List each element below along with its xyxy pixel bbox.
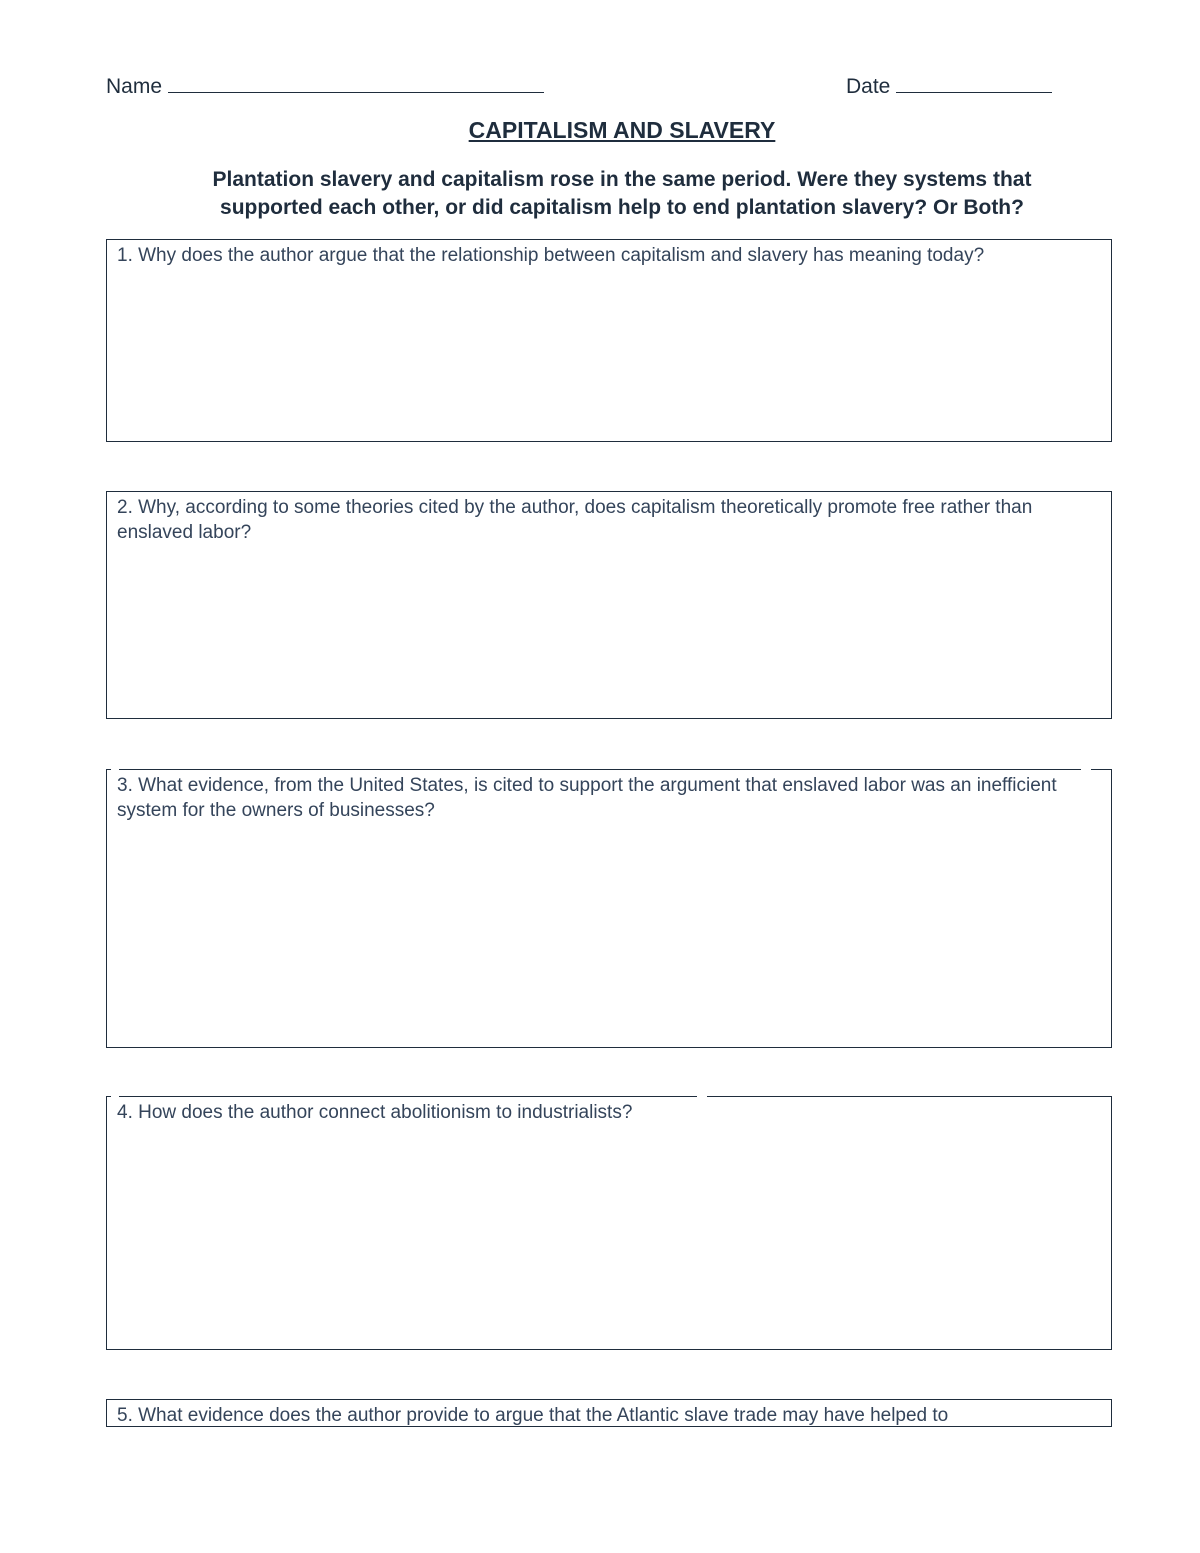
name-blank-line[interactable] [168,72,544,93]
question-box-4[interactable] [106,1096,1112,1350]
question-box-3[interactable] [106,769,1112,1048]
worksheet-title: CAPITALISM AND SLAVERY [468,117,776,143]
subtitle-line-2: supported each other, or did capitalism help to end plantation slavery? Or Both? [220,196,1024,219]
border-gap [1081,768,1091,771]
date-label: Date [846,75,891,98]
question-text-5: 5. What evidence does the author provide to argue that the Atlantic slave trade may have helped to [117,1405,949,1426]
worksheet-subtitle [150,166,1094,222]
question-text-2: 2. Why, according to some theories cited by the author, does capitalism theoretically promote free rather than enslaved labor? [117,497,1033,543]
border-gap [111,768,119,771]
name-field [106,72,544,99]
question-text-3: 3. What evidence, from the United States, is cited to support the argument that enslaved labor was an inefficient system for the owners of businesses? [117,775,1057,821]
date-field [846,72,1052,99]
border-gap [697,1095,707,1098]
question-box-1[interactable] [106,239,1112,442]
question-box-5[interactable] [106,1399,1112,1427]
question-text-1: 1. Why does the author argue that the relationship between capitalism and slavery has meaning today? [117,245,985,266]
subtitle-line-1: Plantation slavery and capitalism rose in the same period. Were they systems that [212,168,1032,191]
date-blank-line[interactable] [896,72,1052,93]
question-text-4: 4. How does the author connect abolitionism to industrialists? [117,1102,633,1123]
border-gap [111,1095,119,1098]
name-label: Name [106,75,163,98]
question-box-2[interactable] [106,491,1112,719]
